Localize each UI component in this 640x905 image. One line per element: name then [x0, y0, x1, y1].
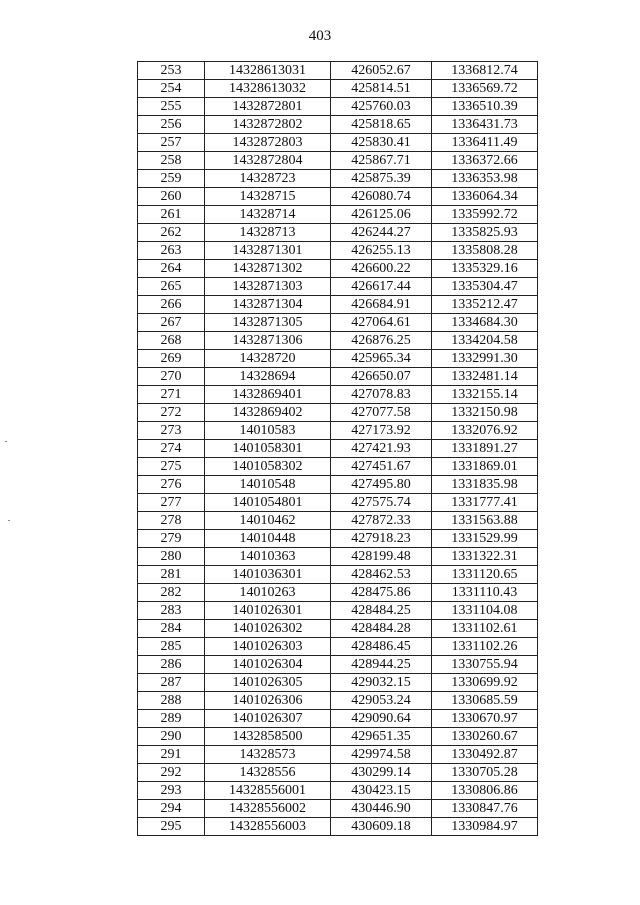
scan-mark	[5, 441, 7, 442]
point-code-cell: 1432869402	[205, 404, 331, 422]
x-coordinate-cell: 427575.74	[331, 494, 432, 512]
table-row	[138, 746, 538, 764]
table-row	[138, 476, 538, 494]
point-number-cell: 260	[138, 188, 205, 206]
point-code-cell: 1432869401	[205, 386, 331, 404]
table-row	[138, 368, 538, 386]
x-coordinate-cell: 425830.41	[331, 134, 432, 152]
point-code-cell: 14328720	[205, 350, 331, 368]
table-row	[138, 692, 538, 710]
point-number-cell: 275	[138, 458, 205, 476]
table-row	[138, 422, 538, 440]
point-code-cell: 14328613032	[205, 80, 331, 98]
point-code-cell: 1432871306	[205, 332, 331, 350]
point-number-cell: 261	[138, 206, 205, 224]
point-code-cell: 1401026306	[205, 692, 331, 710]
y-coordinate-cell: 1331104.08	[432, 602, 538, 620]
y-coordinate-cell: 1331891.27	[432, 440, 538, 458]
y-coordinate-cell: 1330699.92	[432, 674, 538, 692]
point-number-cell: 257	[138, 134, 205, 152]
point-code-cell: 1401026302	[205, 620, 331, 638]
y-coordinate-cell: 1331563.88	[432, 512, 538, 530]
point-code-cell: 1432872802	[205, 116, 331, 134]
point-code-cell: 14328556	[205, 764, 331, 782]
x-coordinate-cell: 426617.44	[331, 278, 432, 296]
point-code-cell: 1401026307	[205, 710, 331, 728]
point-number-cell: 282	[138, 584, 205, 602]
y-coordinate-cell: 1335329.16	[432, 260, 538, 278]
point-code-cell: 14010363	[205, 548, 331, 566]
point-number-cell: 258	[138, 152, 205, 170]
y-coordinate-cell: 1330847.76	[432, 800, 538, 818]
table-row	[138, 548, 538, 566]
table-row	[138, 728, 538, 746]
x-coordinate-cell: 430423.15	[331, 782, 432, 800]
point-number-cell: 256	[138, 116, 205, 134]
point-code-cell: 1432871302	[205, 260, 331, 278]
x-coordinate-cell: 429053.24	[331, 692, 432, 710]
y-coordinate-cell: 1334204.58	[432, 332, 538, 350]
y-coordinate-cell: 1335992.72	[432, 206, 538, 224]
y-coordinate-cell: 1336569.72	[432, 80, 538, 98]
point-code-cell: 1432871303	[205, 278, 331, 296]
x-coordinate-cell: 428486.45	[331, 638, 432, 656]
y-coordinate-cell: 1331529.99	[432, 530, 538, 548]
x-coordinate-cell: 430446.90	[331, 800, 432, 818]
x-coordinate-cell: 426255.13	[331, 242, 432, 260]
x-coordinate-cell: 429032.15	[331, 674, 432, 692]
x-coordinate-cell: 428944.25	[331, 656, 432, 674]
y-coordinate-cell: 1330984.97	[432, 818, 538, 836]
scan-mark	[8, 520, 10, 521]
table-row	[138, 818, 538, 836]
table-row	[138, 494, 538, 512]
y-coordinate-cell: 1330685.59	[432, 692, 538, 710]
x-coordinate-cell: 429090.64	[331, 710, 432, 728]
point-number-cell: 255	[138, 98, 205, 116]
point-number-cell: 283	[138, 602, 205, 620]
point-number-cell: 287	[138, 674, 205, 692]
table-row	[138, 242, 538, 260]
y-coordinate-cell: 1331869.01	[432, 458, 538, 476]
point-code-cell: 1432871301	[205, 242, 331, 260]
x-coordinate-cell: 427918.23	[331, 530, 432, 548]
point-number-cell: 265	[138, 278, 205, 296]
point-code-cell: 14328556003	[205, 818, 331, 836]
table-row	[138, 512, 538, 530]
y-coordinate-cell: 1335212.47	[432, 296, 538, 314]
y-coordinate-cell: 1331102.26	[432, 638, 538, 656]
table-row	[138, 206, 538, 224]
point-code-cell: 14328715	[205, 188, 331, 206]
point-code-cell: 1401058302	[205, 458, 331, 476]
x-coordinate-cell: 425875.39	[331, 170, 432, 188]
point-number-cell: 270	[138, 368, 205, 386]
point-number-cell: 264	[138, 260, 205, 278]
table-row	[138, 764, 538, 782]
table-row	[138, 80, 538, 98]
table-row	[138, 800, 538, 818]
point-number-cell: 263	[138, 242, 205, 260]
table-row	[138, 350, 538, 368]
point-code-cell: 1432872801	[205, 98, 331, 116]
point-code-cell: 1401026303	[205, 638, 331, 656]
point-number-cell: 277	[138, 494, 205, 512]
point-code-cell: 1432858500	[205, 728, 331, 746]
point-number-cell: 259	[138, 170, 205, 188]
point-code-cell: 1401026304	[205, 656, 331, 674]
point-code-cell: 1432871305	[205, 314, 331, 332]
y-coordinate-cell: 1334684.30	[432, 314, 538, 332]
table-row	[138, 656, 538, 674]
y-coordinate-cell: 1336812.74	[432, 62, 538, 80]
point-number-cell: 269	[138, 350, 205, 368]
point-number-cell: 274	[138, 440, 205, 458]
y-coordinate-cell: 1335808.28	[432, 242, 538, 260]
y-coordinate-cell: 1332150.98	[432, 404, 538, 422]
point-code-cell: 14328723	[205, 170, 331, 188]
x-coordinate-cell: 425965.34	[331, 350, 432, 368]
point-code-cell: 1401036301	[205, 566, 331, 584]
x-coordinate-cell: 426876.25	[331, 332, 432, 350]
y-coordinate-cell: 1330260.67	[432, 728, 538, 746]
point-code-cell: 14010263	[205, 584, 331, 602]
point-code-cell: 14010448	[205, 530, 331, 548]
point-code-cell: 1401026301	[205, 602, 331, 620]
point-number-cell: 266	[138, 296, 205, 314]
x-coordinate-cell: 428462.53	[331, 566, 432, 584]
x-coordinate-cell: 430609.18	[331, 818, 432, 836]
y-coordinate-cell: 1331102.61	[432, 620, 538, 638]
table-row	[138, 530, 538, 548]
x-coordinate-cell: 427077.58	[331, 404, 432, 422]
y-coordinate-cell: 1330705.28	[432, 764, 538, 782]
y-coordinate-cell: 1332991.30	[432, 350, 538, 368]
point-code-cell: 14328556001	[205, 782, 331, 800]
point-code-cell: 1432871304	[205, 296, 331, 314]
x-coordinate-cell: 426650.07	[331, 368, 432, 386]
table-row	[138, 782, 538, 800]
point-code-cell: 14010583	[205, 422, 331, 440]
y-coordinate-cell: 1330670.97	[432, 710, 538, 728]
coordinate-table-container	[137, 61, 537, 836]
y-coordinate-cell: 1332155.14	[432, 386, 538, 404]
table-row	[138, 314, 538, 332]
point-number-cell: 280	[138, 548, 205, 566]
x-coordinate-cell: 426244.27	[331, 224, 432, 242]
x-coordinate-cell: 428484.25	[331, 602, 432, 620]
point-number-cell: 267	[138, 314, 205, 332]
y-coordinate-cell: 1331120.65	[432, 566, 538, 584]
x-coordinate-cell: 430299.14	[331, 764, 432, 782]
y-coordinate-cell: 1331322.31	[432, 548, 538, 566]
table-body	[138, 62, 538, 836]
point-code-cell: 14328713	[205, 224, 331, 242]
y-coordinate-cell: 1336064.34	[432, 188, 538, 206]
table-row	[138, 134, 538, 152]
table-row	[138, 188, 538, 206]
point-number-cell: 254	[138, 80, 205, 98]
y-coordinate-cell: 1332481.14	[432, 368, 538, 386]
point-code-cell: 1432872804	[205, 152, 331, 170]
x-coordinate-cell: 427872.33	[331, 512, 432, 530]
x-coordinate-cell: 427078.83	[331, 386, 432, 404]
point-code-cell: 14328556002	[205, 800, 331, 818]
x-coordinate-cell: 429651.35	[331, 728, 432, 746]
point-number-cell: 268	[138, 332, 205, 350]
x-coordinate-cell: 426125.06	[331, 206, 432, 224]
point-number-cell: 276	[138, 476, 205, 494]
y-coordinate-cell: 1330806.86	[432, 782, 538, 800]
point-number-cell: 295	[138, 818, 205, 836]
point-code-cell: 1401054801	[205, 494, 331, 512]
point-code-cell: 14328714	[205, 206, 331, 224]
point-code-cell: 14328694	[205, 368, 331, 386]
table-row	[138, 296, 538, 314]
table-row	[138, 674, 538, 692]
table-row	[138, 116, 538, 134]
y-coordinate-cell: 1336411.49	[432, 134, 538, 152]
point-number-cell: 294	[138, 800, 205, 818]
x-coordinate-cell: 426080.74	[331, 188, 432, 206]
point-number-cell: 273	[138, 422, 205, 440]
x-coordinate-cell: 427451.67	[331, 458, 432, 476]
table-row	[138, 260, 538, 278]
table-row	[138, 620, 538, 638]
y-coordinate-cell: 1335304.47	[432, 278, 538, 296]
x-coordinate-cell: 428475.86	[331, 584, 432, 602]
y-coordinate-cell: 1336372.66	[432, 152, 538, 170]
table-row	[138, 332, 538, 350]
x-coordinate-cell: 427064.61	[331, 314, 432, 332]
x-coordinate-cell: 426600.22	[331, 260, 432, 278]
y-coordinate-cell: 1336431.73	[432, 116, 538, 134]
table-row	[138, 152, 538, 170]
point-code-cell: 14010462	[205, 512, 331, 530]
point-code-cell: 14328573	[205, 746, 331, 764]
y-coordinate-cell: 1330492.87	[432, 746, 538, 764]
point-number-cell: 285	[138, 638, 205, 656]
y-coordinate-cell: 1330755.94	[432, 656, 538, 674]
y-coordinate-cell: 1336510.39	[432, 98, 538, 116]
table-row	[138, 224, 538, 242]
x-coordinate-cell: 427495.80	[331, 476, 432, 494]
table-row	[138, 566, 538, 584]
x-coordinate-cell: 427421.93	[331, 440, 432, 458]
table-row	[138, 278, 538, 296]
point-number-cell: 290	[138, 728, 205, 746]
y-coordinate-cell: 1331777.41	[432, 494, 538, 512]
table-row	[138, 440, 538, 458]
point-number-cell: 289	[138, 710, 205, 728]
table-row	[138, 404, 538, 422]
x-coordinate-cell: 425867.71	[331, 152, 432, 170]
x-coordinate-cell: 425818.65	[331, 116, 432, 134]
y-coordinate-cell: 1335825.93	[432, 224, 538, 242]
point-number-cell: 288	[138, 692, 205, 710]
point-number-cell: 272	[138, 404, 205, 422]
point-number-cell: 262	[138, 224, 205, 242]
x-coordinate-cell: 426052.67	[331, 62, 432, 80]
table-row	[138, 170, 538, 188]
y-coordinate-cell: 1331835.98	[432, 476, 538, 494]
table-row	[138, 584, 538, 602]
table-row	[138, 386, 538, 404]
point-code-cell: 14328613031	[205, 62, 331, 80]
point-code-cell: 1432872803	[205, 134, 331, 152]
table-row	[138, 458, 538, 476]
point-number-cell: 253	[138, 62, 205, 80]
x-coordinate-cell: 425814.51	[331, 80, 432, 98]
point-number-cell: 291	[138, 746, 205, 764]
point-number-cell: 292	[138, 764, 205, 782]
table-row	[138, 638, 538, 656]
x-coordinate-cell: 426684.91	[331, 296, 432, 314]
point-code-cell: 1401026305	[205, 674, 331, 692]
point-code-cell: 14010548	[205, 476, 331, 494]
x-coordinate-cell: 425760.03	[331, 98, 432, 116]
table-row	[138, 98, 538, 116]
table-row	[138, 710, 538, 728]
point-number-cell: 271	[138, 386, 205, 404]
page-number: 403	[308, 28, 332, 44]
x-coordinate-cell: 429974.58	[331, 746, 432, 764]
point-number-cell: 286	[138, 656, 205, 674]
x-coordinate-cell: 427173.92	[331, 422, 432, 440]
coordinate-table	[137, 61, 538, 836]
x-coordinate-cell: 428484.28	[331, 620, 432, 638]
y-coordinate-cell: 1336353.98	[432, 170, 538, 188]
x-coordinate-cell: 428199.48	[331, 548, 432, 566]
point-number-cell: 279	[138, 530, 205, 548]
point-number-cell: 278	[138, 512, 205, 530]
table-row	[138, 62, 538, 80]
point-number-cell: 281	[138, 566, 205, 584]
point-code-cell: 1401058301	[205, 440, 331, 458]
y-coordinate-cell: 1332076.92	[432, 422, 538, 440]
table-row	[138, 602, 538, 620]
y-coordinate-cell: 1331110.43	[432, 584, 538, 602]
point-number-cell: 284	[138, 620, 205, 638]
point-number-cell: 293	[138, 782, 205, 800]
